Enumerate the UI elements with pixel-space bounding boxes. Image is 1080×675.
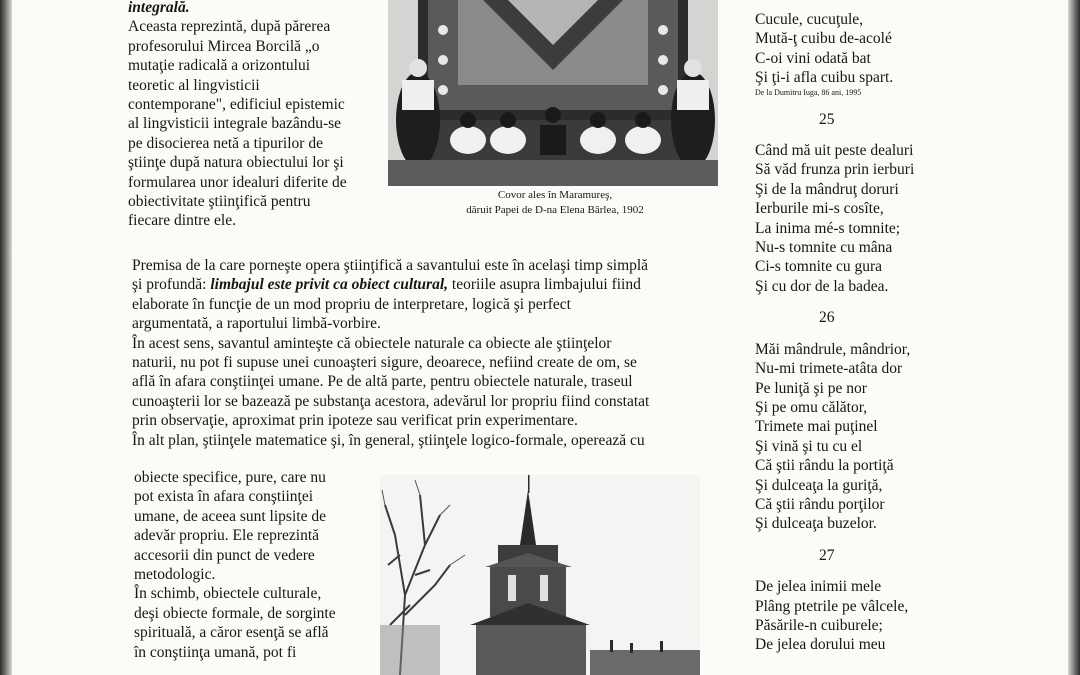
main-line: elaborate în funcţie de un mod propriu de interpretare, logică şi perfect — [132, 295, 571, 313]
verse-line: Pe luniţă şi pe nor — [755, 379, 867, 397]
carpet-photo — [388, 0, 718, 186]
verse-line: Plâng ptetrile pe vâlcele, — [755, 597, 909, 615]
intro-line: al lingvisticii integrale bazându-se — [128, 115, 342, 133]
intro-line: pe disocierea netă a tipurilor de — [128, 134, 323, 152]
caption-line: dăruit Papei de D-na Elena Bârlea, 1902 — [466, 204, 644, 216]
stanza-27 — [755, 577, 1055, 655]
lower-line: accesorii din punct de vedere — [134, 546, 315, 564]
main-line: prin observaţie, aproximat prin ipoteze sau verificat prin experimentare. — [132, 412, 578, 430]
lower-line: obiecte specifice, pure, care nu — [134, 469, 326, 486]
verse-line: De jelea dorului meu — [755, 636, 886, 654]
intro-line: mutaţie radicală a orizontului — [128, 57, 311, 75]
intro-line: Aceasta reprezintă, după părerea — [128, 18, 331, 36]
emphasis-phrase: limbajul este privit ca obiect cultural, — [210, 276, 449, 294]
lower-line: adevăr propriu. Ele reprezintă — [134, 527, 320, 545]
verse-line: Nu-mi trimete-atâta dor — [755, 360, 903, 378]
verse-line: Trimete mai puţinel — [755, 418, 878, 436]
main-line: cunoaşterii lor se bazează pe substanţa acestora, adevărul lor propriu fiind constatat — [132, 392, 650, 410]
church-photo-drawing — [380, 475, 700, 675]
verse-line: Ierburile mi-s cosîte, — [755, 200, 884, 218]
stanza-24 — [755, 10, 1055, 98]
verse-line: Şi cu dor de la badea. — [755, 277, 889, 295]
lower-line: deşi obiecte formale, de sorginte — [134, 604, 336, 622]
main-line: În alt plan, ştiinţele matematice şi, în general, ştiinţele logico-formale, operează cu — [132, 431, 645, 449]
verse-line: Că ştii rându la portiţă — [755, 457, 894, 475]
verse-line: Mută-ţ cuibu de-acolé — [755, 30, 892, 48]
verse-line: Nu-s tomnite cu mâna — [755, 239, 893, 257]
stanza-26 — [755, 340, 1055, 534]
intro-paragraph — [128, 17, 398, 230]
main-line: naturii, nu pot fi supuse unei cunoaşteri sigure, deoarece, nefiind create de om, se — [132, 354, 637, 372]
main-line: argumentată, a raportului limbă-vorbire. — [132, 315, 381, 333]
main-line: În acest sens, savantul aminteşte că obiectele naturale ca obiecte ale ştiinţelor — [132, 334, 612, 352]
lower-line: metodologic. — [134, 566, 216, 584]
intro-line: ştiinţe după natura obiectului lor şi — [128, 154, 344, 172]
scan-left-edge — [0, 0, 12, 675]
lower-line: spirituală, a căror esenţă se află — [134, 624, 329, 642]
verse-line: Ci-s tomnite cu gura — [755, 258, 882, 276]
lower-line: pot exista în afara conştiinţei — [134, 488, 314, 506]
intro-line: contemporane", edificiul epistemic — [128, 96, 345, 114]
stanza-number: 27 — [819, 546, 835, 564]
stanza-number: 26 — [819, 309, 835, 327]
intro-line: formularea unor idealuri diferite de — [128, 173, 347, 191]
verse-line: Să văd frunza prin ierburi — [755, 161, 915, 179]
stanza-number: 25 — [819, 110, 835, 128]
intro-heading: integrală. — [128, 0, 190, 16]
verse-line: Şi de la mândruţ doruri — [755, 180, 899, 198]
verse-line: Păsările-n cuiburele; — [755, 616, 883, 634]
intro-line: profesorului Mircea Borcilă „o — [128, 37, 320, 55]
verse-line: Şi ţi-i afla cuibu spart. — [755, 69, 894, 87]
verse-line: Şi pe omu călător, — [755, 398, 868, 416]
main-line: află în afara conştiinţei umane. Pe de altă parte, pentru obiectele naturale, traseul — [132, 373, 633, 391]
stanza-25 — [755, 141, 1055, 296]
verse-line: Când mă uit peste dealuri — [755, 142, 914, 160]
lower-line: În schimb, obiectele culturale, — [134, 585, 322, 603]
verse-line: Şi dulceaţa buzelor. — [755, 515, 877, 533]
verse-line: De jelea inimii mele — [755, 578, 882, 596]
intro-line: fiecare dintre ele. — [128, 212, 236, 230]
verse-line: La inima mé-s tomnite; — [755, 219, 901, 237]
verse-line: Cucule, cucuţule, — [755, 11, 864, 28]
scan-right-edge — [1068, 0, 1080, 675]
verse-line: Că ştii rându porţilor — [755, 495, 885, 513]
verse-line: C-oi vini odată bat — [755, 49, 871, 67]
poem-source: De la Dumitru Iuga, 86 ani, 1995 — [755, 87, 862, 97]
main-paragraph — [132, 256, 742, 450]
verse-line: Măi mândrule, mândrior, — [755, 340, 911, 358]
photo-caption — [430, 188, 680, 218]
lower-line: umane, de aceea sunt lipsite de — [134, 507, 326, 525]
church-photo — [380, 475, 700, 675]
verse-line: Şi dulceaţa la guriţă, — [755, 476, 883, 494]
main-line: Premisa de la care porneşte opera ştiinţifică a savantului este în acelaşi timp simplă — [132, 257, 649, 274]
main-line: şi profundă: limbajul este privit ca obiect cultural, teoriile asupra limbajului fiind — [132, 276, 641, 294]
lower-line: în conştiinţa umană, pot fi — [134, 643, 297, 661]
intro-column — [128, 0, 398, 231]
caption-line: Covor ales în Maramureş, — [497, 189, 613, 201]
verse-line: Şi vină şi tu cu el — [755, 437, 863, 455]
poem-column — [755, 10, 1055, 655]
intro-line: obiectivitate ştiinţifică pentru — [128, 193, 311, 211]
lower-column — [134, 468, 374, 662]
intro-line: teoretic al lingvisticii — [128, 76, 260, 94]
carpet-photo-drawing — [388, 0, 718, 186]
